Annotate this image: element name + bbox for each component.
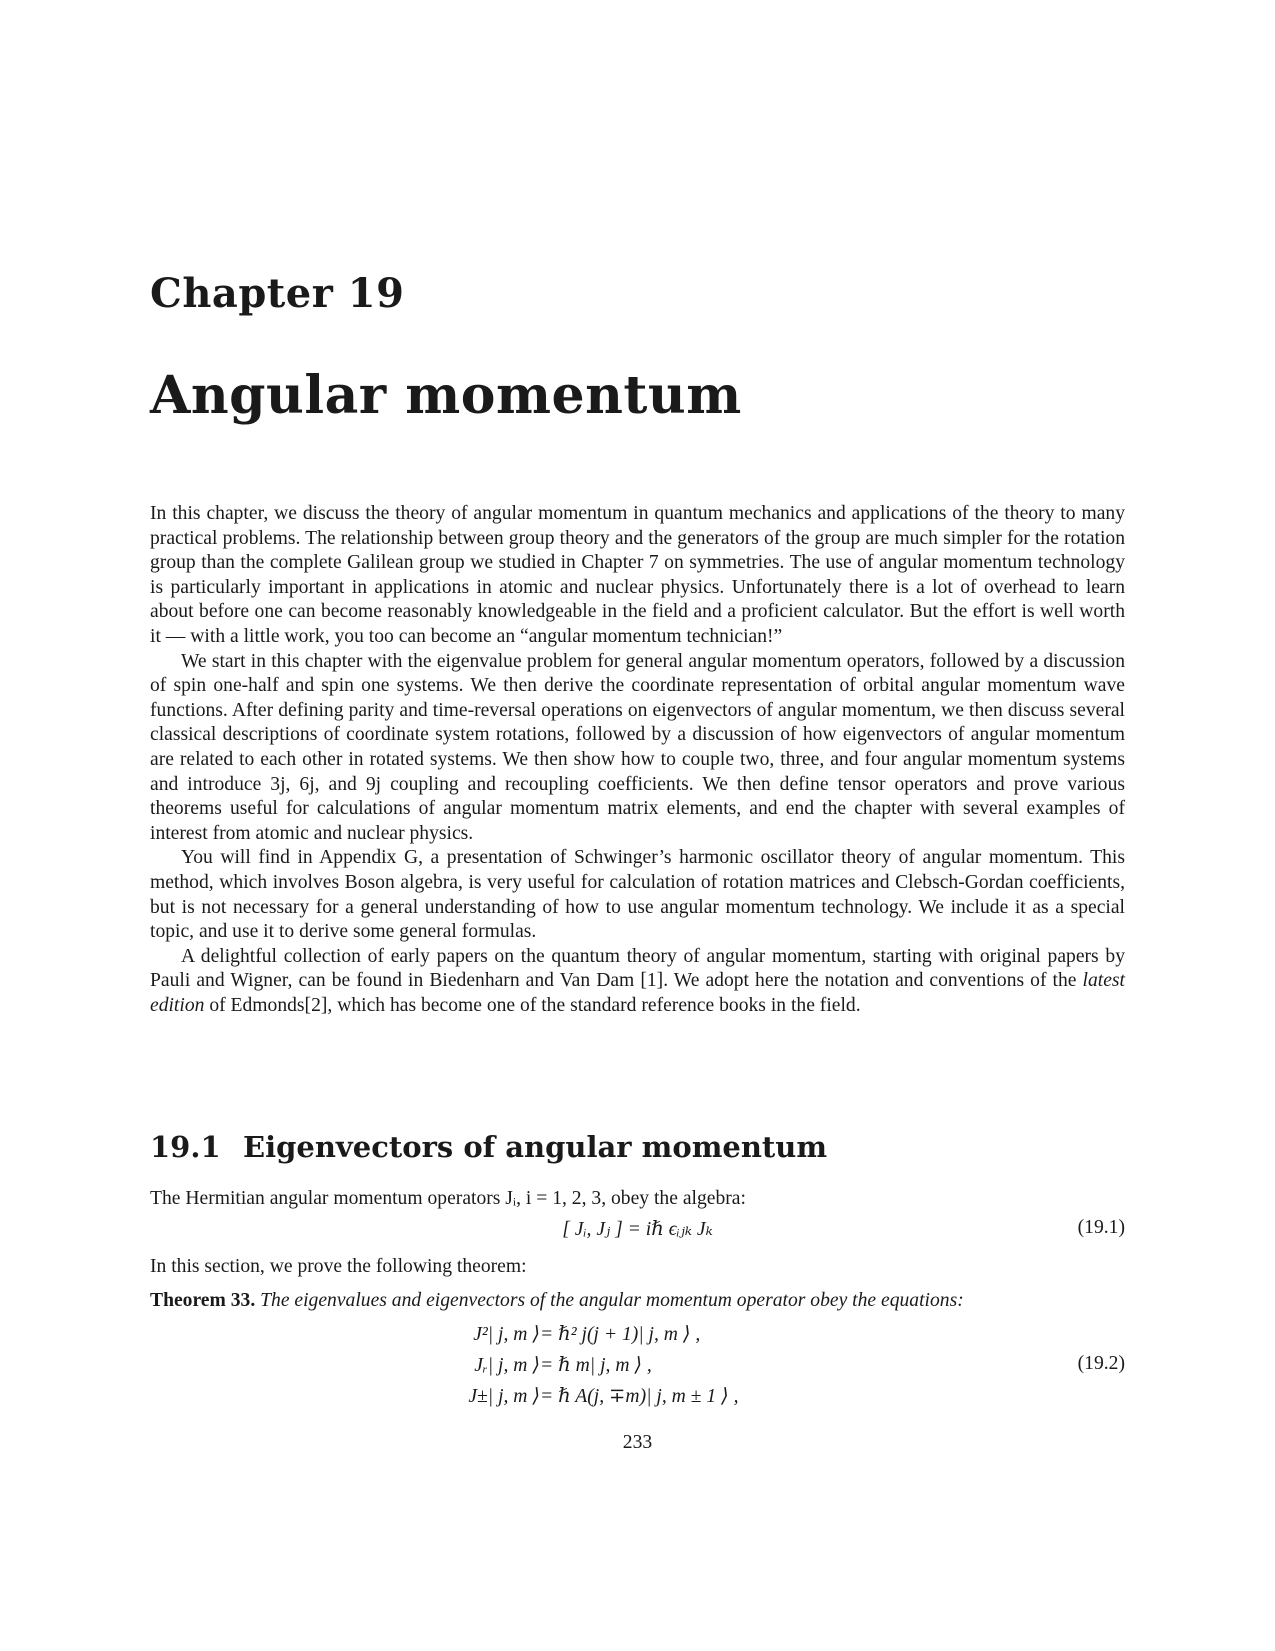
eq-row-3-lhs: J±| j, m ⟩ <box>468 1386 540 1407</box>
intro-paragraph-2: We start in this chapter with the eigenvalue problem for general angular momentum operators, followed by a discussion of spin one-half and spin one systems. We then derive the coordinate representation of orbital angular momentum wave functions. After defining parity and time-reversal operations on eigenvectors of angular momentum, we then discuss several classical descriptions of coordinate system rotations, followed by a discussion of how eigenvectors of angular momentum are related to each other in rotated systems. We then show how to couple two, three, and four angular momentum systems and introduce 3j, 6j, and 9j coupling and recoupling coefficients. We then define tensor operators and prove various theorems useful for calculations of angular momentum matrix elements, and end the chapter with several examples of interest from atomic and nuclear physics. <box>150 650 1125 844</box>
eq-row-3-rhs: = ℏ A(j, ∓m)| j, m ± 1 ⟩ , <box>540 1386 739 1407</box>
theorem-statement <box>150 1290 1125 1312</box>
section-heading <box>150 1130 827 1164</box>
equation-19-1: [ Jᵢ, Jⱼ ] = iℏ ϵᵢⱼₖ Jₖ <box>562 1219 713 1240</box>
section-title: Eigenvectors of angular momentum <box>243 1130 828 1164</box>
page-number: 233 <box>622 1432 653 1453</box>
intro-paragraph-4-end: of Edmonds[2], which has become one of the standard reference books in the field. <box>204 994 861 1016</box>
eq-row-2-lhs: Jᵣ| j, m ⟩ <box>474 1355 540 1376</box>
intro-paragraph-3: You will find in Appendix G, a presentation of Schwinger’s harmonic oscillator theory of angular momentum. This method, which involves Boson algebra, is very useful for calculation of rotation matrices and Clebsch-Gordan coefficients, but is not necessary for a general understanding of how to use angular momentum technology. We include it as a special topic, and use it to derive some general formulas. <box>150 847 1125 943</box>
intro-paragraph-4 <box>150 945 1125 1019</box>
eq-row-1-rhs: = ℏ² j(j + 1)| j, m ⟩ , <box>540 1324 701 1345</box>
intro-paragraph-4-emphasis: latest edition <box>150 970 1125 1016</box>
chapter-title: Angular momentum <box>150 365 742 426</box>
intro-text <box>150 502 1125 1018</box>
intro-paragraph-1: In this chapter, we discuss the theory of angular momentum in quantum mechanics and applications of the theory to many practical problems. The relationship between group theory and the generators of the group are much simpler for the rotation group than the complete Galilean group we studied in Chapter 7 on symmetries. The use of angular momentum technology is particularly important in applications in atomic and nuclear physics. Unfortunately there is a lot of overhead to learn about before one can become reasonably knowledgeable in the field and a proficient calculator. But the effort is well worth it — with a little work, you too can become an “angular momentum technician!” <box>150 503 1125 647</box>
eq-row-1-lhs: J²| j, m ⟩ <box>473 1324 540 1345</box>
chapter-label: Chapter 19 <box>150 270 405 317</box>
equation-19-1-number: (19.1) <box>1077 1217 1125 1238</box>
prove-line: In this section, we prove the following theorem: <box>150 1256 527 1277</box>
intro-paragraph-4-start: A delightful collection of early papers on the quantum theory of angular momentum, starting with original papers by Pauli and Wigner, can be found in Biedenharn and Van Dam [1]. We adopt here the notation and conventions of the <box>150 945 1125 992</box>
theorem-label: Theorem 33. <box>150 1290 256 1311</box>
section-intro-line: The Hermitian angular momentum operators Jᵢ, i = 1, 2, 3, obey the algebra: <box>150 1188 746 1209</box>
section-number: 19.1 <box>150 1130 221 1164</box>
eq-row-2-rhs: = ℏ m| j, m ⟩ , <box>540 1355 652 1376</box>
theorem-text: The eigenvalues and eigenvectors of the angular momentum operator obey the equations: <box>260 1290 964 1311</box>
equation-19-2-number: (19.2) <box>1077 1353 1125 1374</box>
